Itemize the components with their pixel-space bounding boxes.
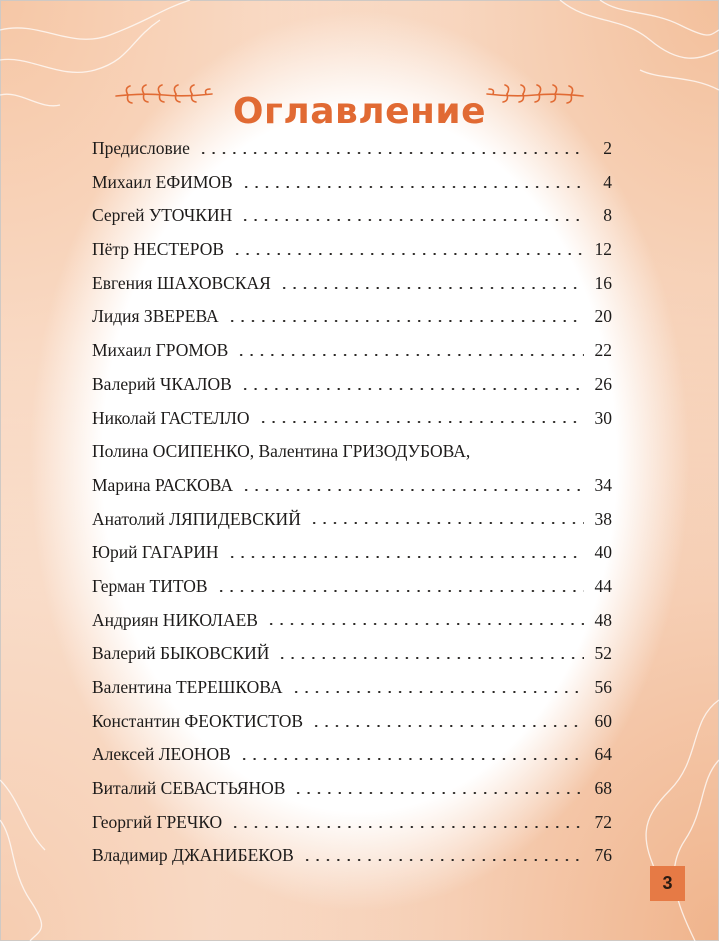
page-number-badge: 3 — [650, 866, 685, 901]
entry-page-number: 2 — [603, 138, 612, 158]
entry-page-number: 22 — [594, 340, 612, 361]
entry-label: Михаил ГРОМОВ — [92, 340, 229, 361]
dot-leader — [277, 657, 584, 659]
entry-page-number: 44 — [594, 575, 612, 596]
entry-label: Предисловие — [92, 138, 190, 158]
entry-label-line1: Полина ОСИПЕНКО, Валентина ГРИЗОДУБОВА, — [92, 441, 471, 462]
toc-entry[interactable] — [92, 738, 612, 772]
toc-entry[interactable] — [92, 671, 612, 705]
dot-leader — [239, 758, 584, 760]
dot-leader — [309, 522, 584, 524]
entry-page-number: 16 — [594, 272, 612, 293]
dot-leader — [216, 590, 584, 592]
toc-entry[interactable] — [92, 536, 612, 570]
entry-label: Константин ФЕОКТИСТОВ — [92, 710, 304, 731]
toc-entry[interactable] — [92, 233, 612, 267]
dot-leader — [241, 186, 584, 188]
entry-label: Николай ГАСТЕЛЛО — [92, 407, 250, 428]
dot-leader — [230, 826, 584, 828]
dot-leader — [293, 792, 584, 794]
entry-label: Сергей УТОЧКИН — [92, 205, 233, 226]
dot-leader — [240, 388, 584, 390]
entry-label: Алексей ЛЕОНОВ — [92, 744, 231, 765]
entry-label: Валентина ТЕРЕШКОВА — [92, 677, 283, 697]
entry-label: Михаил ЕФИМОВ — [92, 171, 233, 192]
entry-page-number: 34 — [594, 474, 612, 495]
dot-leader — [236, 354, 584, 356]
dot-leader — [241, 489, 584, 491]
dot-leader — [279, 287, 584, 289]
toc-entry[interactable] — [92, 334, 612, 368]
toc-entry[interactable] — [92, 806, 612, 840]
entry-page-number: 26 — [594, 373, 612, 394]
entry-page-number: 40 — [594, 542, 612, 563]
entry-page-number: 48 — [594, 609, 612, 630]
dot-leader — [227, 320, 584, 322]
toc-entry[interactable] — [92, 637, 612, 671]
toc-entry[interactable] — [92, 132, 612, 166]
toc-entry[interactable] — [92, 300, 612, 334]
entry-page-number: 4 — [603, 171, 612, 192]
entry-page-number: 20 — [594, 306, 612, 327]
page-title: Оглавление — [232, 91, 487, 133]
entry-page-number: 30 — [594, 407, 612, 428]
entry-page-number: 12 — [594, 239, 612, 260]
entry-page-number: 76 — [594, 845, 612, 866]
entry-label: Лидия ЗВЕРЕВА — [92, 306, 219, 327]
toc-entry[interactable] — [92, 166, 612, 200]
toc-entry[interactable] — [92, 772, 612, 806]
entry-label: Юрий ГАГАРИН — [92, 542, 219, 563]
dot-leader — [266, 623, 584, 625]
toc-entry[interactable] — [92, 503, 612, 537]
entry-label: Пётр НЕСТЕРОВ — [92, 239, 225, 260]
entry-label: Герман ТИТОВ — [92, 575, 208, 596]
toc-entry[interactable] — [92, 839, 612, 873]
toc-entry[interactable] — [92, 267, 612, 301]
entry-page-number: 60 — [594, 710, 612, 731]
toc-entry[interactable] — [92, 705, 612, 739]
entry-page-number: 72 — [594, 811, 612, 832]
toc-entry[interactable] — [92, 402, 612, 436]
entry-label: Марина РАСКОВА — [92, 474, 233, 495]
entry-page-number: 8 — [603, 205, 612, 226]
toc-entry[interactable] — [92, 368, 612, 402]
toc-entry[interactable] — [92, 570, 612, 604]
dot-leader — [291, 691, 584, 693]
dot-leader — [198, 152, 584, 154]
entry-label: Евгения ШАХОВСКАЯ — [92, 272, 271, 293]
dot-leader — [232, 253, 584, 255]
dot-leader — [240, 219, 584, 221]
entry-label: Владимир ДЖАНИБЕКОВ — [92, 845, 294, 866]
entry-page-number: 64 — [594, 744, 612, 765]
leaf-sprig-icon — [485, 84, 585, 104]
entry-label: Виталий СЕВАСТЬЯНОВ — [92, 778, 286, 799]
toc-entry[interactable] — [92, 435, 612, 502]
entry-label: Георгий ГРЕЧКО — [92, 811, 223, 832]
entry-page-number: 68 — [594, 778, 612, 799]
toc-entry[interactable] — [92, 199, 612, 233]
entry-page-number: 52 — [594, 643, 612, 664]
dot-leader — [302, 859, 584, 861]
entry-label: Валерий ЧКАЛОВ — [92, 373, 232, 394]
entry-page-number: 38 — [594, 508, 612, 529]
table-of-contents — [92, 132, 612, 873]
entry-label: Андриян НИКОЛАЕВ — [92, 609, 258, 630]
dot-leader — [311, 725, 584, 727]
entry-page-number: 56 — [594, 677, 612, 697]
toc-entry[interactable] — [92, 604, 612, 638]
dot-leader — [258, 421, 584, 423]
entry-label: Валерий БЫКОВСКИЙ — [92, 643, 270, 664]
entry-label: Анатолий ЛЯПИДЕВСКИЙ — [92, 508, 301, 529]
dot-leader — [227, 556, 584, 558]
